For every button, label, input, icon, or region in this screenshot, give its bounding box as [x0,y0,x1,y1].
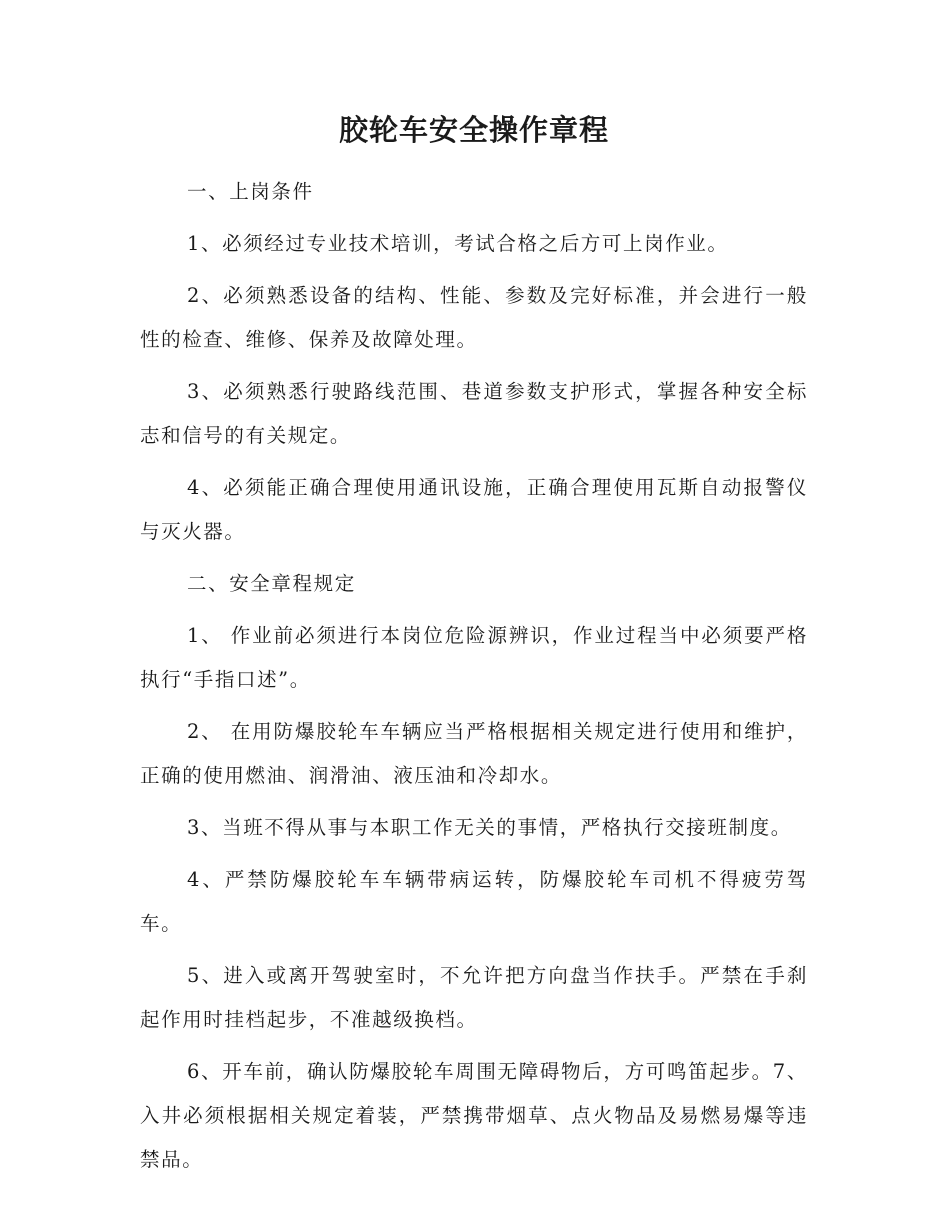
section-safety-rules [140,562,808,1182]
paragraph: 4、必须能正确合理使用通讯设施，正确合理使用瓦斯自动报警仪与灭火器。 [140,476,808,543]
paragraph: 1、 作业前必须进行本岗位危险源辨识，作业过程当中必须要严格执行“手指口述”。 [140,624,808,691]
paragraph: 1、必须经过专业技术培训，考试合格之后方可上岗作业。 [187,232,729,255]
paragraph: 3、当班不得从事与本职工作无关的事情，严格执行交接班制度。 [187,816,792,839]
paragraph: 5、进入或离开驾驶室时，不允许把方向盘当作扶手。严禁在手刹起作用时挂档起步，不准越级换档。 [140,964,808,1031]
section-heading: 二、安全章程规定 [187,572,356,595]
document-title: 胶轮车安全操作章程 [338,113,609,147]
section-qualifications [140,170,808,554]
section-heading: 一、上岗条件 [187,180,314,203]
paragraph: 3、必须熟悉行驶路线范围、巷道参数支护形式，掌握各种安全标志和信号的有关规定。 [140,380,808,447]
paragraph: 2、必须熟悉设备的结构、性能、参数及完好标准，并会进行一般性的检查、维修、保养及故障处理。 [140,284,808,351]
paragraph: 4、严禁防爆胶轮车车辆带病运转，防爆胶轮车司机不得疲劳驾车。 [140,868,808,935]
paragraph: 2、 在用防爆胶轮车车辆应当严格根据相关规定进行使用和维护，正确的使用燃油、润滑油、液压油和冷却水。 [140,720,808,787]
document-page [140,108,808,1190]
paragraph: 6、开车前，确认防爆胶轮车周围无障碍物后，方可鸣笛起步。7、入井必须根据相关规定着装，严禁携带烟草、点火物品及易燃易爆等违禁品。 [140,1060,808,1171]
